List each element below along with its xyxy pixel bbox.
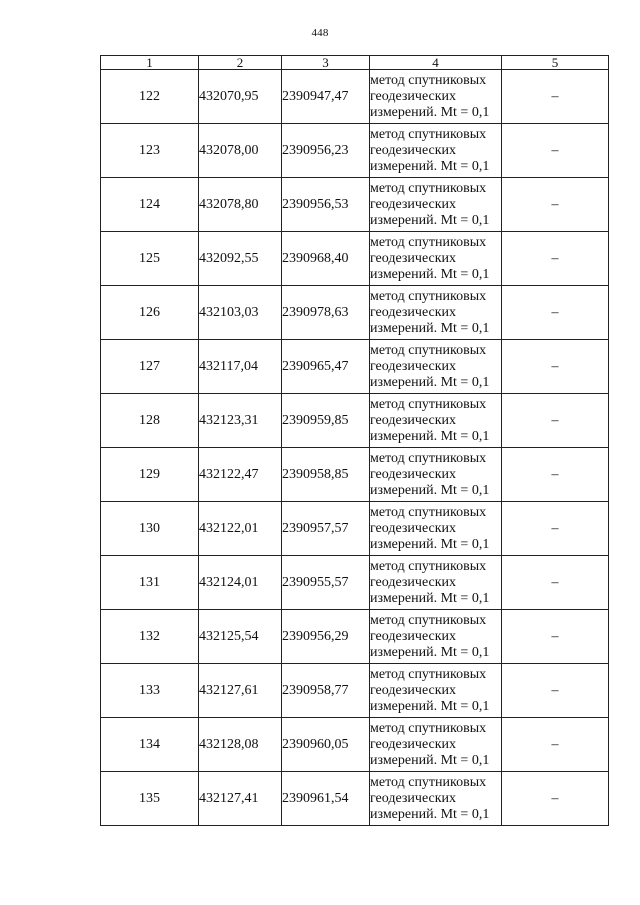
coordinate-x: 432127,61	[199, 664, 282, 718]
method-line-3: измерений. Mt = 0,1	[370, 752, 490, 768]
coordinate-x: 432117,04	[199, 340, 282, 394]
table-row	[101, 772, 609, 826]
point-number: 131	[101, 556, 199, 610]
coordinate-y: 2390958,85	[282, 448, 370, 502]
method-line-3: измерений. Mt = 0,1	[370, 806, 490, 822]
coordinates-table	[100, 55, 609, 826]
note-dash: –	[502, 610, 609, 664]
coordinate-y: 2390957,57	[282, 502, 370, 556]
table-header-row	[101, 56, 609, 70]
point-number: 122	[101, 70, 199, 124]
coordinate-y: 2390956,29	[282, 610, 370, 664]
method-line-1: метод спутниковых	[370, 450, 487, 466]
measurement-method	[370, 70, 502, 124]
coordinate-y: 2390978,63	[282, 286, 370, 340]
point-number: 132	[101, 610, 199, 664]
note-dash: –	[502, 286, 609, 340]
method-line-1: метод спутниковых	[370, 180, 487, 196]
coordinate-x: 432127,41	[199, 772, 282, 826]
note-dash: –	[502, 718, 609, 772]
point-number: 134	[101, 718, 199, 772]
note-dash: –	[502, 394, 609, 448]
point-number: 123	[101, 124, 199, 178]
method-line-1: метод спутниковых	[370, 666, 487, 682]
coordinate-x: 432122,01	[199, 502, 282, 556]
note-dash: –	[502, 772, 609, 826]
point-number: 135	[101, 772, 199, 826]
method-line-2: геодезических	[370, 142, 457, 158]
coordinate-y: 2390956,23	[282, 124, 370, 178]
point-number: 129	[101, 448, 199, 502]
coordinate-x: 432078,80	[199, 178, 282, 232]
coordinate-y: 2390958,77	[282, 664, 370, 718]
method-line-1: метод спутниковых	[370, 558, 487, 574]
table-row	[101, 232, 609, 286]
point-number: 124	[101, 178, 199, 232]
column-header-4: 4	[370, 56, 502, 70]
method-line-2: геодезических	[370, 520, 457, 536]
measurement-method	[370, 448, 502, 502]
table-row	[101, 70, 609, 124]
column-header-3: 3	[282, 56, 370, 70]
column-header-5: 5	[502, 56, 609, 70]
point-number: 130	[101, 502, 199, 556]
measurement-method	[370, 772, 502, 826]
coordinate-y: 2390959,85	[282, 394, 370, 448]
note-dash: –	[502, 664, 609, 718]
method-line-3: измерений. Mt = 0,1	[370, 590, 490, 606]
table-row	[101, 502, 609, 556]
point-number: 126	[101, 286, 199, 340]
method-line-2: геодезических	[370, 250, 457, 266]
table-row	[101, 556, 609, 610]
table-body	[101, 70, 609, 826]
measurement-method	[370, 232, 502, 286]
method-line-1: метод спутниковых	[370, 720, 487, 736]
coordinate-y: 2390965,47	[282, 340, 370, 394]
column-header-1: 1	[101, 56, 199, 70]
measurement-method	[370, 178, 502, 232]
method-line-2: геодезических	[370, 628, 457, 644]
coordinate-y: 2390956,53	[282, 178, 370, 232]
method-line-1: метод спутниковых	[370, 342, 487, 358]
table-row	[101, 718, 609, 772]
method-line-2: геодезических	[370, 736, 457, 752]
method-line-1: метод спутниковых	[370, 288, 487, 304]
method-line-1: метод спутниковых	[370, 612, 487, 628]
table-row	[101, 610, 609, 664]
method-line-2: геодезических	[370, 790, 457, 806]
method-line-3: измерений. Mt = 0,1	[370, 212, 490, 228]
method-line-3: измерений. Mt = 0,1	[370, 536, 490, 552]
method-line-3: измерений. Mt = 0,1	[370, 482, 490, 498]
coordinate-x: 432125,54	[199, 610, 282, 664]
coordinate-y: 2390960,05	[282, 718, 370, 772]
coordinate-y: 2390955,57	[282, 556, 370, 610]
method-line-3: измерений. Mt = 0,1	[370, 266, 490, 282]
coordinate-x: 432103,03	[199, 286, 282, 340]
point-number: 125	[101, 232, 199, 286]
coordinate-x: 432128,08	[199, 718, 282, 772]
measurement-method	[370, 340, 502, 394]
coordinate-x: 432123,31	[199, 394, 282, 448]
table-row	[101, 664, 609, 718]
measurement-method	[370, 610, 502, 664]
measurement-method	[370, 394, 502, 448]
method-line-3: измерений. Mt = 0,1	[370, 104, 490, 120]
method-line-3: измерений. Mt = 0,1	[370, 320, 490, 336]
note-dash: –	[502, 70, 609, 124]
table-row	[101, 394, 609, 448]
page-number: 448	[311, 27, 329, 39]
coordinate-y: 2390947,47	[282, 70, 370, 124]
method-line-1: метод спутниковых	[370, 234, 487, 250]
note-dash: –	[502, 178, 609, 232]
coordinate-x: 432070,95	[199, 70, 282, 124]
method-line-2: геодезических	[370, 304, 457, 320]
measurement-method	[370, 556, 502, 610]
coordinate-x: 432122,47	[199, 448, 282, 502]
measurement-method	[370, 502, 502, 556]
note-dash: –	[502, 448, 609, 502]
point-number: 127	[101, 340, 199, 394]
coordinate-x: 432078,00	[199, 124, 282, 178]
measurement-method	[370, 124, 502, 178]
note-dash: –	[502, 502, 609, 556]
note-dash: –	[502, 340, 609, 394]
method-line-3: измерений. Mt = 0,1	[370, 698, 490, 714]
table-row	[101, 178, 609, 232]
method-line-2: геодезических	[370, 358, 457, 374]
method-line-2: геодезических	[370, 88, 457, 104]
table-row	[101, 286, 609, 340]
method-line-3: измерений. Mt = 0,1	[370, 158, 490, 174]
note-dash: –	[502, 232, 609, 286]
method-line-3: измерений. Mt = 0,1	[370, 374, 490, 390]
method-line-1: метод спутниковых	[370, 396, 487, 412]
method-line-1: метод спутниковых	[370, 126, 487, 142]
method-line-3: измерений. Mt = 0,1	[370, 644, 490, 660]
column-header-2: 2	[199, 56, 282, 70]
method-line-2: геодезических	[370, 682, 457, 698]
measurement-method	[370, 718, 502, 772]
note-dash: –	[502, 124, 609, 178]
method-line-2: геодезических	[370, 412, 457, 428]
method-line-1: метод спутниковых	[370, 774, 487, 790]
table-row	[101, 124, 609, 178]
method-line-2: геодезических	[370, 466, 457, 482]
point-number: 128	[101, 394, 199, 448]
method-line-2: геодезических	[370, 196, 457, 212]
table-row	[101, 340, 609, 394]
note-dash: –	[502, 556, 609, 610]
coordinate-x: 432124,01	[199, 556, 282, 610]
table-row	[101, 448, 609, 502]
coordinate-y: 2390961,54	[282, 772, 370, 826]
point-number: 133	[101, 664, 199, 718]
coordinate-y: 2390968,40	[282, 232, 370, 286]
method-line-1: метод спутниковых	[370, 72, 487, 88]
method-line-2: геодезических	[370, 574, 457, 590]
measurement-method	[370, 286, 502, 340]
coordinate-x: 432092,55	[199, 232, 282, 286]
method-line-3: измерений. Mt = 0,1	[370, 428, 490, 444]
measurement-method	[370, 664, 502, 718]
method-line-1: метод спутниковых	[370, 504, 487, 520]
